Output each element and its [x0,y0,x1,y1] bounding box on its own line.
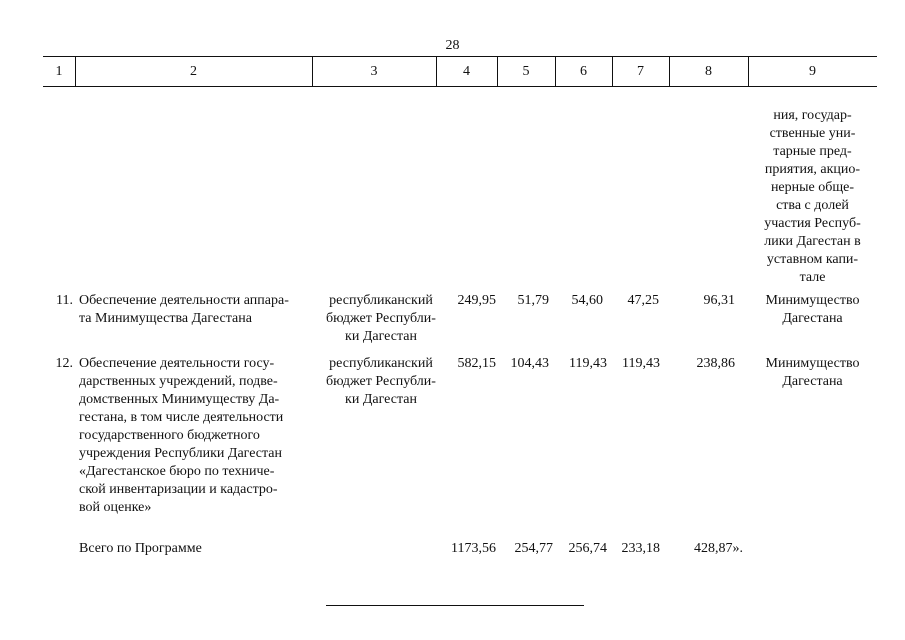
text-line: вой оценке» [79,500,152,515]
text-line: бюджет Республи- [326,311,436,326]
column-number-1: 1 [55,64,63,79]
row-value-col6: 54,60 [571,293,603,308]
row-value-col4: 582,15 [457,356,496,371]
row-value-col6: 119,43 [569,356,607,371]
text-line: Минимущество [765,293,860,308]
row-number: 11. [56,293,73,308]
column-number-4: 4 [463,64,470,79]
text-line: уставном капи- [766,252,859,267]
row-funding-source [312,292,450,346]
total-value-col7: 233,18 [621,541,660,556]
column-number-6: 6 [580,64,587,79]
column-number-9: 9 [809,64,816,79]
text-line: «Дагестанское бюро по техниче- [79,464,275,479]
column-number-8: 8 [705,64,712,79]
text-line: Обеспечение деятельности госу- [79,356,275,371]
total-value-col6: 256,74 [568,541,607,556]
row-value-col8: 96,31 [703,293,735,308]
column-number-5: 5 [522,64,530,79]
text-line: приятия, акцио- [764,162,861,177]
text-line: та Минимущества Дагестана [79,311,252,326]
text-line: тале [799,270,826,285]
column-number-2: 2 [190,64,197,79]
row-value-col4: 249,95 [457,293,496,308]
text-line: домственных Минимуществу Да- [79,392,280,407]
closing-rule [326,605,584,606]
text-line: тарные пред- [773,144,852,159]
text-line: нерные обще- [770,180,855,195]
row-funding-source [312,355,450,409]
row-value-col7: 47,25 [627,293,659,308]
row-name [79,355,310,517]
total-value-col8: 428,87». [694,541,743,556]
text-line: бюджет Республи- [326,374,436,389]
text-line: Минимущество [765,356,860,371]
text-line: ской инвентаризации и кадастро- [79,482,278,497]
text-line: Дагестана [782,311,843,326]
row-value-col5: 51,79 [517,293,549,308]
text-line: ки Дагестан [345,329,417,344]
total-value-col4: 1173,56 [451,541,496,556]
row-value-col8: 238,86 [696,356,735,371]
text-line: ки Дагестан [345,392,417,407]
page-number: 28 [445,38,460,53]
text-line: ственные уни- [769,126,856,141]
text-line: Обеспечение деятельности аппара- [79,293,289,308]
text-line: лики Дагестан в [764,234,861,249]
text-line: дарственных учреждений, подве- [79,374,278,389]
text-line: гестана, в том числе деятельности [79,410,284,425]
row-executor [748,292,877,328]
row-number: 12. [55,356,73,371]
column-number-3: 3 [370,64,378,79]
text-line: ства с долей [776,198,849,213]
total-label: Всего по Программе [79,541,202,556]
header-bottom-rule [43,86,877,87]
text-line: Дагестана [782,374,843,389]
column-number-7: 7 [637,64,644,79]
text-line: участия Респуб- [764,216,861,231]
row-executor [748,355,877,391]
continued-executor [748,107,877,287]
row-value-col5: 104,43 [510,356,549,371]
text-line: государственного бюджетного [79,428,260,443]
header-top-rule [43,56,877,57]
text-line: республиканский [329,293,433,308]
text-line: учреждения Республики Дагестан [79,446,283,461]
text-line: ния, государ- [773,108,852,123]
total-value-col5: 254,77 [514,541,553,556]
row-name [79,292,310,328]
text-line: республиканский [329,356,433,371]
row-value-col7: 119,43 [622,356,660,371]
